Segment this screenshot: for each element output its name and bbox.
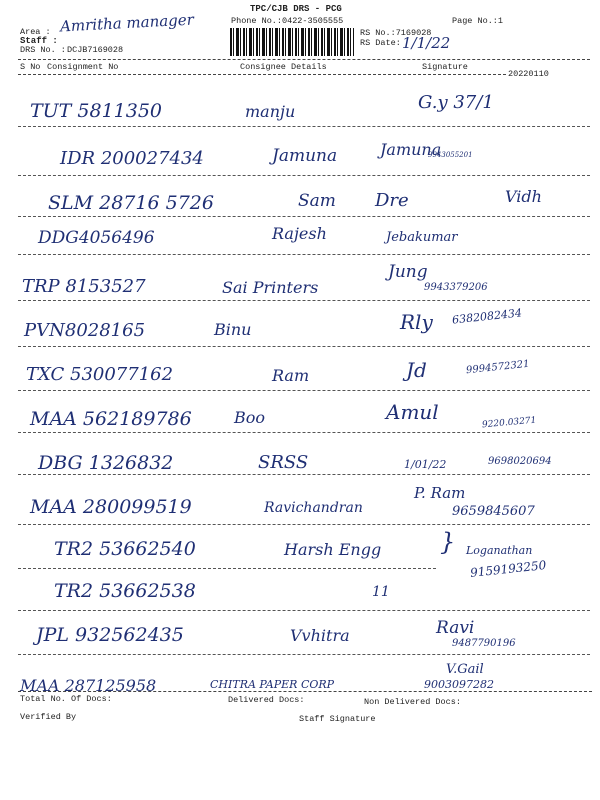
row-8-consignee: Boo — [234, 408, 266, 427]
row-13-rule — [18, 654, 590, 655]
row-6-signature: Rly — [400, 310, 433, 334]
row-12-rule — [18, 610, 590, 611]
row-2-phone: 9943055201 — [428, 151, 473, 159]
date-stamp: 20220110 — [508, 69, 549, 79]
row-9-signature: 1/01/22 — [404, 458, 447, 471]
drs-number: DCJB7169028 — [67, 45, 124, 55]
row-9-consignment: DBG 1326832 — [38, 452, 174, 474]
row-4-rule — [18, 254, 590, 255]
row-11-phone: 9159193250 — [469, 558, 547, 580]
row-3-phone: Vidh — [505, 187, 542, 206]
area-value: Amritha manager — [59, 10, 195, 36]
row-6-phone: 6382082434 — [451, 306, 523, 327]
row-1-rule — [18, 126, 590, 127]
row-13-consignee: Vvhitra — [290, 626, 350, 645]
row-1-consignment: TUT 5811350 — [30, 100, 163, 122]
row-12-consignee: 11 — [372, 584, 390, 600]
verified-by-label: Verified By — [20, 712, 77, 722]
row-4-signature: Jebakumar — [386, 230, 458, 245]
non-delivered-docs-label: Non Delivered Docs: — [364, 697, 461, 707]
column-rule — [18, 74, 506, 75]
row-7-signature: Jd — [406, 358, 427, 382]
row-5-consignee: Sai Printers — [222, 278, 319, 297]
staff-signature-label: Staff Signature — [299, 714, 376, 724]
row-13-consignment: JPL 932562435 — [36, 624, 184, 646]
row-10-signature: P. Ram — [414, 484, 466, 502]
total-docs-label: Total No. Of Docs: — [20, 694, 112, 704]
row-14-consignment: MAA 287125958 — [20, 676, 157, 695]
col-consignment: Consignment No — [47, 62, 119, 72]
col-signature: Signature — [422, 62, 468, 72]
header-rule — [18, 59, 590, 60]
row-4-consignee: Rajesh — [272, 224, 327, 243]
row-7-consignee: Ram — [272, 366, 310, 385]
drs-label: DRS No. : — [20, 45, 66, 55]
row-2-consignment: IDR 200027434 — [60, 148, 204, 169]
row-14-signature: V.Gail — [446, 662, 484, 677]
area-label: Area : — [20, 27, 51, 37]
row-10-consignee: Ravichandran — [264, 500, 363, 516]
row-5-signature: Jung — [388, 262, 428, 282]
row-5-phone: 9943379206 — [424, 282, 488, 293]
row-6-consignment: PVN8028165 — [24, 320, 146, 341]
row-13-signature: Ravi — [436, 618, 475, 638]
page-number: Page No.:1 — [452, 16, 504, 26]
row-7-phone: 9994572321 — [465, 358, 531, 377]
row-8-signature: Amul — [386, 400, 439, 424]
row-11-consignee: Harsh Engg — [284, 540, 382, 559]
row-3-consignment: SLM 28716 5726 — [48, 192, 214, 214]
rs-number: RS No.:7169028 — [360, 28, 432, 38]
phone-number: Phone No.:0422-3505555 — [231, 16, 344, 26]
row-11-signature: Loganathan — [466, 544, 533, 557]
row-9-phone: 9698020694 — [488, 456, 552, 467]
row-3-consignee: Sam — [298, 191, 336, 211]
row-10-consignment: MAA 280099519 — [30, 496, 192, 518]
row-9-consignee: SRSS — [258, 452, 309, 473]
row-1-consignee: manju — [245, 102, 296, 121]
row-7-rule — [18, 390, 590, 391]
row-8-rule — [18, 432, 590, 433]
row-3-rule — [18, 216, 590, 217]
row-2-rule — [18, 175, 590, 176]
row-4-consignment: DDG4056496 — [38, 228, 155, 248]
row-8-consignment: MAA 562189786 — [30, 408, 192, 430]
row-14-consignee: CHITRA PAPER CORP — [210, 678, 335, 691]
row-5-consignment: TRP 8153527 — [22, 276, 146, 297]
row-2-signature: Jamuna — [380, 140, 442, 159]
row-9-rule — [18, 474, 590, 475]
barcode — [230, 28, 354, 56]
row-3-signature: Dre — [375, 190, 409, 211]
row-14-phone: 9003097282 — [424, 678, 494, 691]
row-7-consignment: TXC 530077162 — [26, 364, 174, 385]
row-10-rule — [18, 524, 590, 525]
row-11-brace: } — [440, 528, 456, 556]
row-6-rule — [18, 346, 590, 347]
row-1-signature: G.y 37/1 — [418, 92, 494, 113]
col-sno: S No — [20, 62, 41, 72]
row-10-phone: 9659845607 — [452, 504, 535, 519]
row-2-consignee: Jamuna — [272, 146, 338, 166]
footer-rule — [18, 691, 592, 692]
row-11-consignment: TR2 53662540 — [54, 538, 196, 560]
row-12-consignment: TR2 53662538 — [54, 580, 196, 602]
delivered-docs-label: Delivered Docs: — [228, 695, 305, 705]
row-5-rule — [18, 300, 590, 301]
row-11-rule — [18, 568, 436, 569]
staff-label: Staff : — [20, 36, 58, 46]
row-6-consignee: Binu — [214, 320, 252, 339]
row-13-phone: 9487790196 — [452, 638, 516, 649]
rs-date-label: RS Date: — [360, 38, 401, 48]
col-consignee: Consignee Details — [240, 62, 327, 72]
rs-date-value: 1/1/22 — [402, 34, 451, 52]
doc-title: TPC/CJB DRS - PCG — [250, 4, 342, 14]
row-8-phone: 9220.03271 — [481, 415, 537, 431]
